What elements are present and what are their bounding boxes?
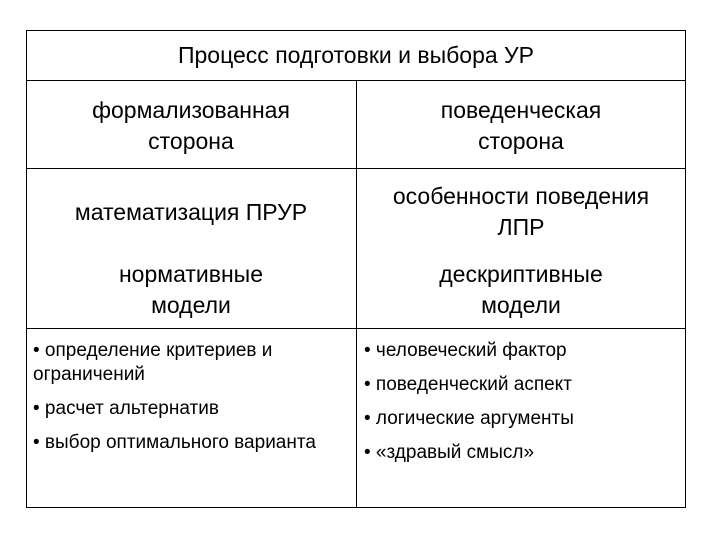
left-method: математизация ПРУР (74, 198, 308, 225)
list-item: • выбор оптимального варианта (33, 432, 316, 453)
right-models: дескриптивные модели (439, 261, 603, 318)
list-item: • «здравый смысл» (364, 442, 535, 463)
left-bullet-list (33, 339, 345, 465)
list-item: • человеческий фактор (364, 340, 567, 361)
right-header: поведенческая сторона (440, 97, 602, 154)
table-title: Процесс подготовки и выбора УР (177, 41, 534, 68)
list-item: • логические аргументы (364, 408, 574, 429)
right-bullet-list (364, 339, 680, 475)
list-item: • поведенческий аспект (364, 374, 572, 395)
row-divider-left (26, 168, 356, 169)
left-header: формализованная сторона (92, 97, 290, 154)
right-method: особенности поведения ЛПР (392, 183, 650, 240)
list-item: • определение критериев и ограничений (33, 340, 273, 385)
list-item: • расчет альтернатив (33, 398, 219, 419)
left-models: нормативные модели (118, 261, 263, 318)
row-divider-right (356, 168, 686, 169)
